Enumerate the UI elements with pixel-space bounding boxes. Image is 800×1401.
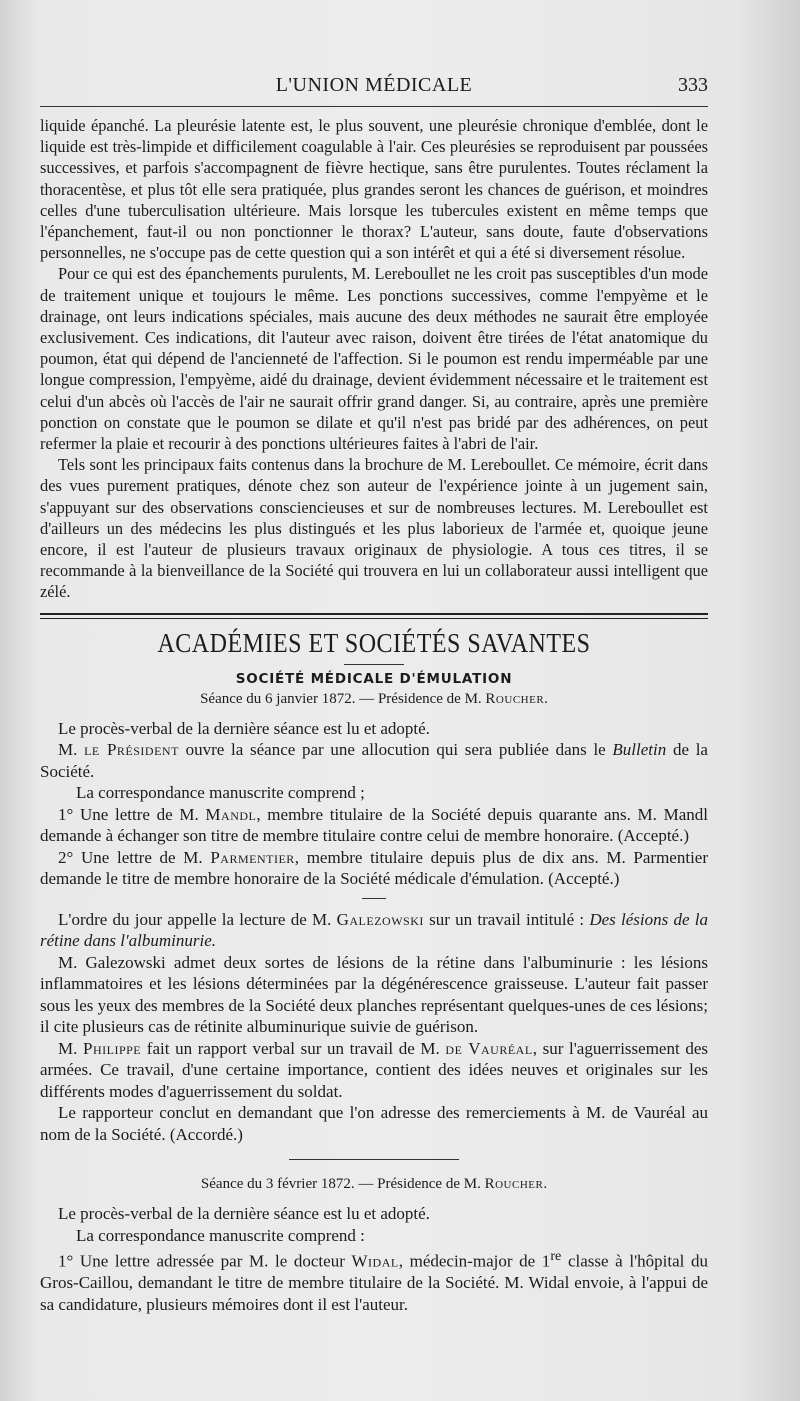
seance-1-minutes	[40, 718, 708, 1146]
journal-title: L'UNION MÉDICALE	[275, 74, 473, 96]
seance-1-heading: Séance du 6 janvier 1872. — Présidence de M. Roucher.	[200, 690, 548, 707]
seance-2-minutes	[40, 1203, 708, 1315]
review-paragraph-3: Tels sont les principaux faits contenus dans la brochure de M. Lereboullet. Ce mémoire, écrit dans des vues purement pratiques, dénote chez son auteur de l'expérience jointe à un jugement sain, s'appuyant sur des observations consciencieuses et sur de nombreuses lectures. M. Lereboullet est d'ailleurs un des médecins les plus distingués et les plus laborieux de l'armée et, quoique jeune encore, il est l'auteur de plusieurs travaux originaux de physiologie. A tous ces titres, il se recommande à la bienveillance de la Société qui trouvera en lui un collaborateur aussi intelligent que zélé.	[40, 455, 708, 602]
minutes-p7: M. Galezowski admet deux sortes de lésions de la rétine dans l'albuminurie : les lésions inflammatoires et les lésions déterminées par la dégénérescence graisseuse. L'auteur fait passer sous les yeux des membres de la Société deux planches représentant quelques-unes de ces lésions; il cite plusieurs cas de rétinite albuminurique suivie de guérison.	[40, 952, 708, 1037]
minutes-p9: Le rapporteur conclut en demandant que l'on adresse des remerciements à M. de Vauréal au nom de la Société. (Accordé.)	[40, 1103, 708, 1144]
section-title: ACADÉMIES ET SOCIÉTÉS SAVANTES	[157, 628, 591, 659]
seance-2-heading: Séance du 3 février 1872. — Présidence de M. Roucher.	[200, 1176, 548, 1193]
running-header	[40, 72, 708, 102]
dash-separator	[362, 898, 386, 899]
minutes-p5: 2° Une lettre de M. Parmentier, membre titulaire depuis plus de dix ans. M. Parmentier demande le titre de membre honoraire de la Société médicale d'émulation. (Accepté.)	[40, 847, 709, 889]
minutes-p1: Le procès-verbal de la dernière séance est lu et adopté.	[58, 718, 430, 738]
minutes2-p2: La correspondance manuscrite comprend :	[76, 1225, 365, 1245]
minutes2-p3: 1° Une lettre adressée par M. le docteur Widal, médecin-major de 1re classe à l'hôpital du Gros-Caillou, demandant le titre de membre titulaire de la Société. M. Widal envoie, à l'appui de sa candidature, plusieurs mémoires dont il est l'auteur.	[40, 1248, 708, 1314]
minutes-p2: M. le Président ouvre la séance par une allocution qui sera publiée dans le Bulletin de la Société.	[40, 740, 708, 781]
society-name: SOCIÉTÉ MÉDICALE D'ÉMULATION	[235, 670, 513, 687]
minutes-p8: M. Philippe fait un rapport verbal sur un travail de M. de Vauréal, sur l'aguerrissement des armées. Ce travail, d'une certaine importance, contient des idées neuves et originales sur les différents modes d'aguerrissement du soldat.	[40, 1038, 708, 1101]
minutes-p4: 1° Une lettre de M. Mandl, membre titulaire de la Société depuis quarante ans. M. Mandl demande à échanger son titre de membre titulaire contre celui de membre honoraire. (Accepté.)	[40, 804, 708, 846]
minutes2-p1: Le procès-verbal de la dernière séance est lu et adopté.	[58, 1204, 430, 1224]
review-text	[40, 115, 708, 603]
title-underline	[344, 664, 404, 665]
minutes-p6: L'ordre du jour appelle la lecture de M. Galezowski sur un travail intitulé : Des lésions de la rétine dans l'albuminurie.	[40, 909, 708, 951]
seance-separator	[289, 1159, 459, 1160]
header-rule	[40, 106, 708, 107]
minutes-p3: La correspondance manuscrite comprend ;	[76, 783, 365, 803]
section-divider	[40, 613, 708, 619]
review-paragraph-2: Pour ce qui est des épanchements purulents, M. Lereboullet ne les croit pas susceptibles d'un mode de traitement unique et toujours le même. Les ponctions successives, comme l'empyème et le drainage, ont leurs indications spéciales, mais aucune des deux méthodes ne saurait être employée exclusivement. Ces indications, dit l'auteur avec raison, doivent être tirées de l'état anatomique du poumon, état qui dépend de l'ancienneté de l'affection. Si le poumon est rendu imperméable par une longue compression, l'empyème, aidé du drainage, devient évidemment nécessaire et le traitement est celui d'un abcès où l'accès de l'air ne saurait offrir grand danger. Si, au contraire, après une première ponction on constate que le poumon se dilate et qu'il n'est pas bridé par des adhérences, on peut refermer la plaie et recourir à des ponctions ultérieures faites à l'abri de l'air.	[40, 264, 708, 454]
review-paragraph-1: liquide épanché. La pleurésie latente est, le plus souvent, une pleurésie chronique d'emblée, dont le liquide est très-limpide et difficilement coagulable à l'air. Ces pleurésies se reproduisent par poussées successives, et parfois s'accompagnent de fièvre hectique, sans être purulentes. Toutes réclament la thoracentèse, et plus tôt elle sera pratiquée, plus grandes seront les chances de guérison, et moindres celles d'une tuberculisation ultérieure. Mais lorsque les tubercules existent en même temps que l'épanchement, faut-il ou non ponctionner le thorax? L'auteur, sans doute, faute d'observations personnelles, ne s'occupe pas de cette question qui a son intérêt et qui a été si diversement résolue.	[40, 116, 708, 263]
page-number: 333	[678, 74, 708, 96]
